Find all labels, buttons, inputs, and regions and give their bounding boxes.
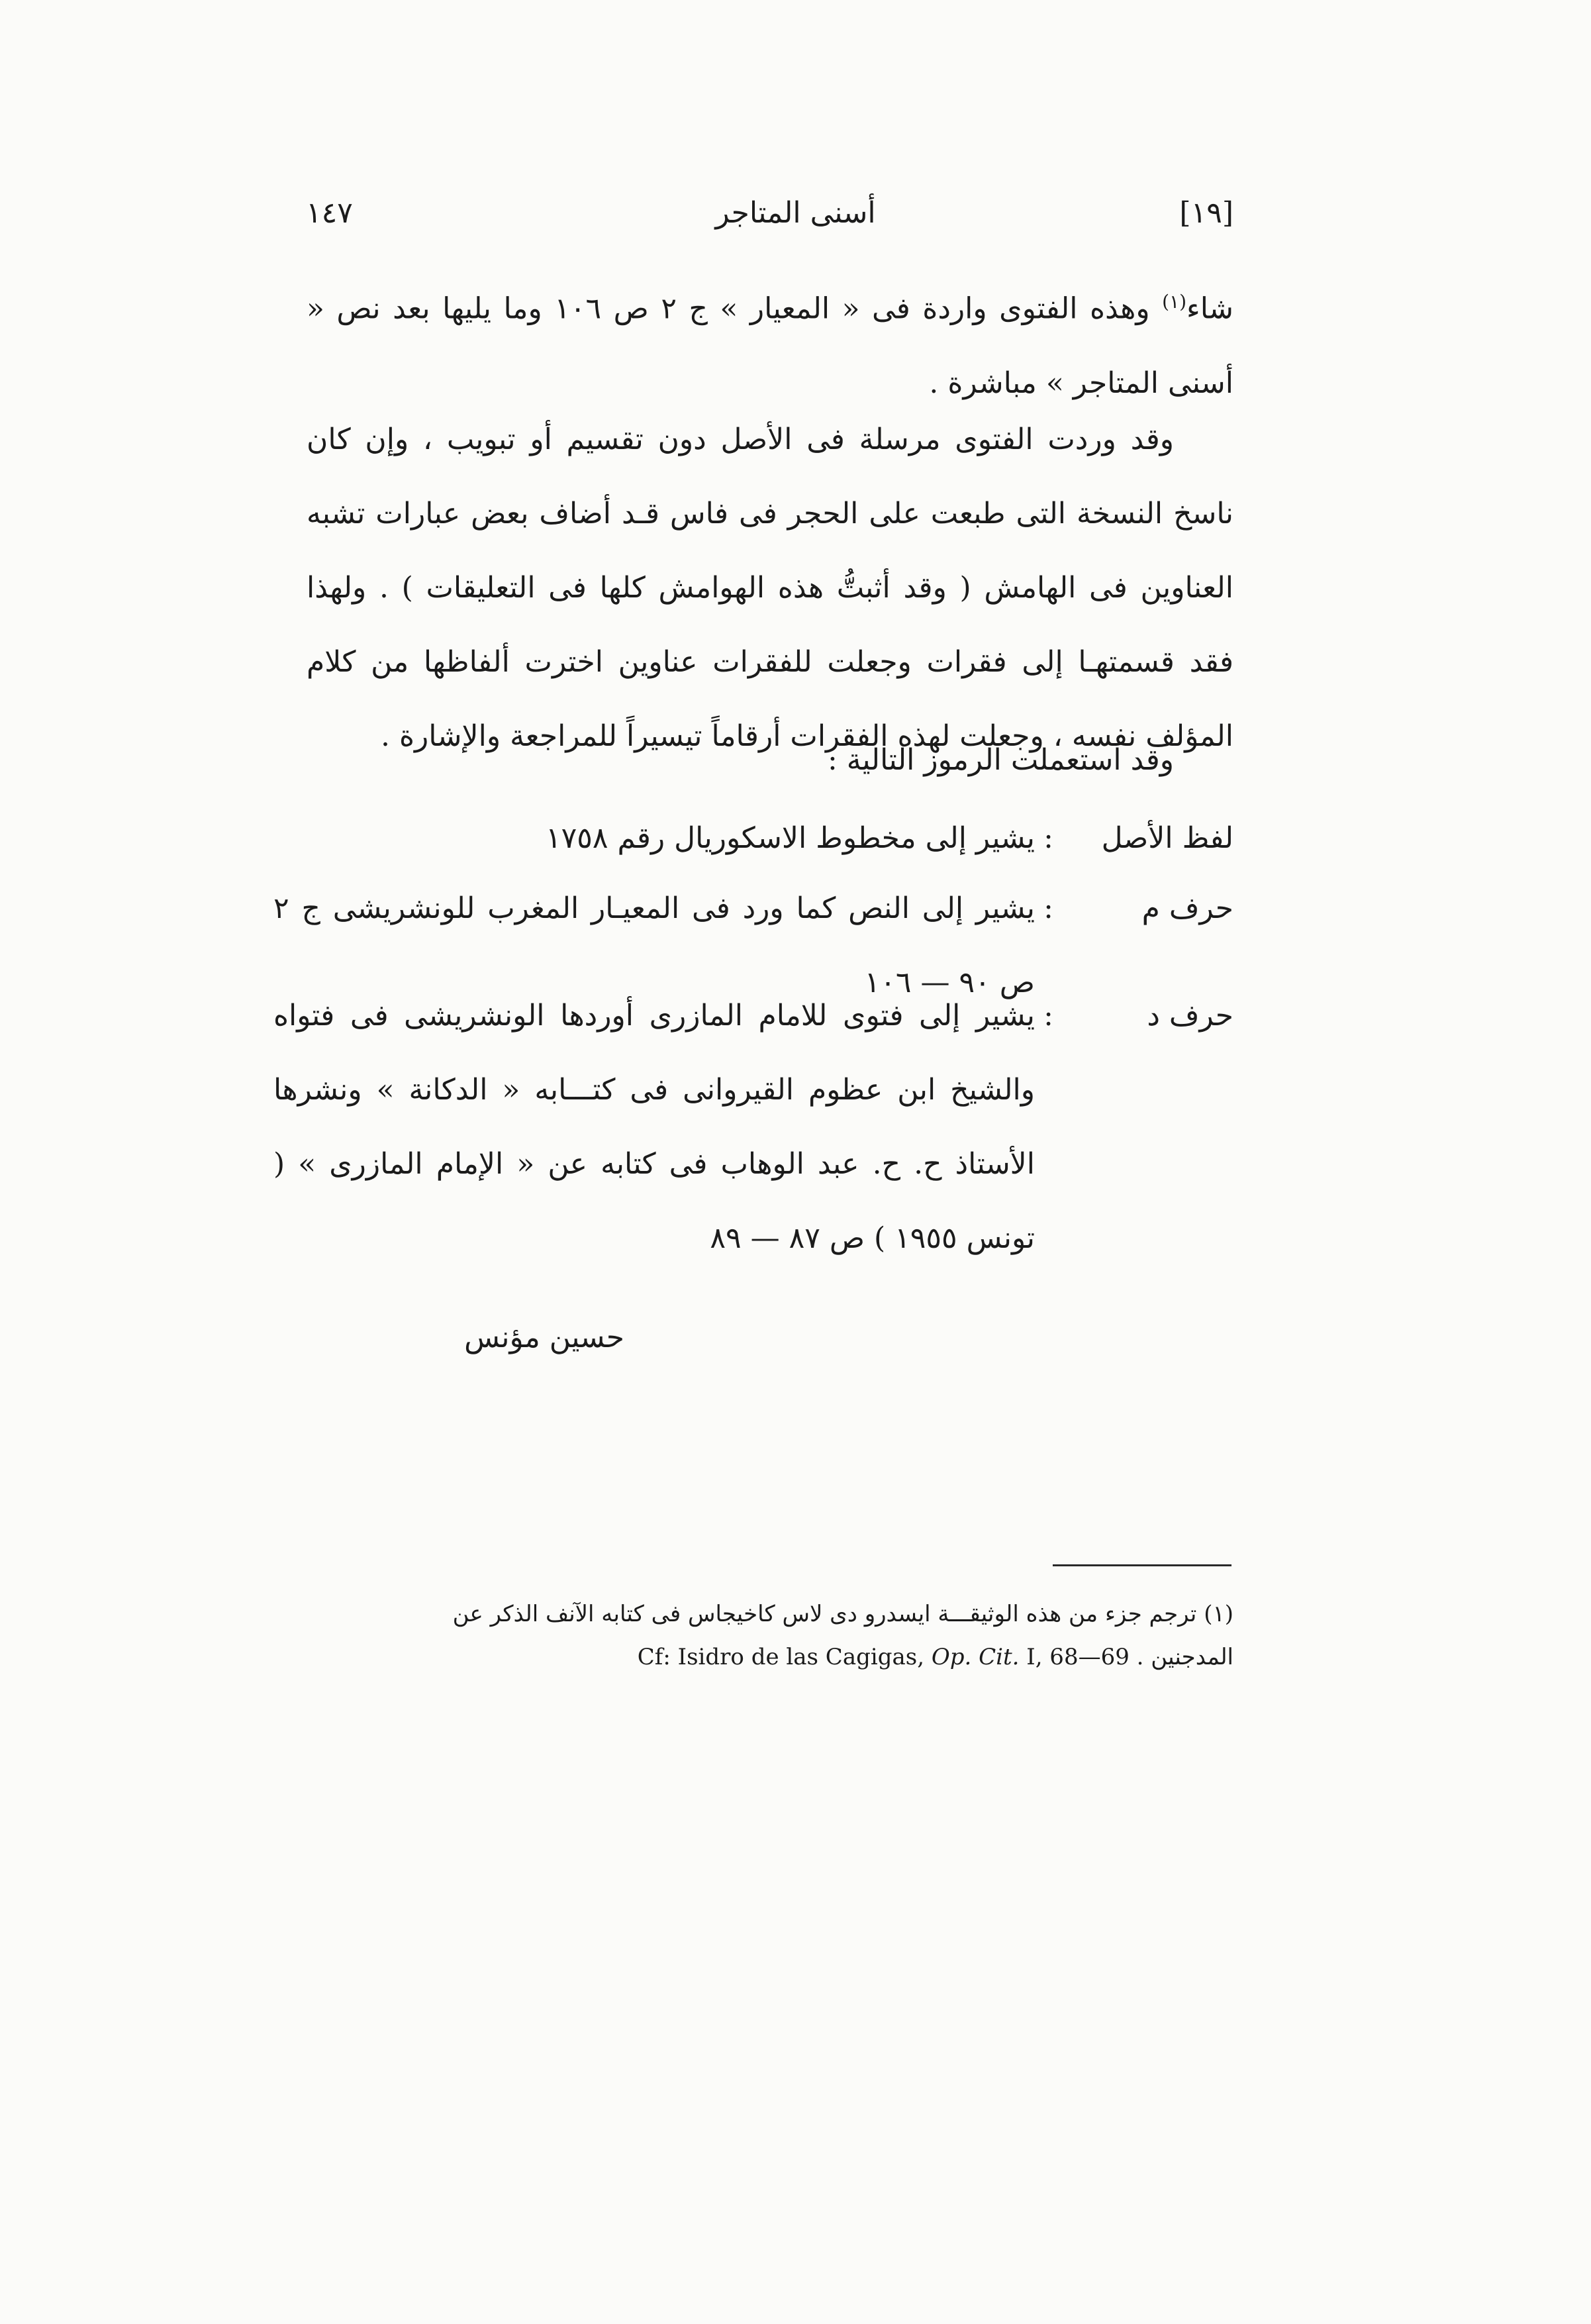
symbol-key: لفظ الأصل [1101, 821, 1233, 855]
footnote-line-1: (١) ترجم جزء من هذه الوثيقـــة ايسدرو دى لاس كاخيجاس فى كتابه الآنف الذكر عن [452, 1601, 1233, 1627]
symbol-description: يشير إلى مخطوط الاسكوريال رقم ١٧٥٨ [546, 821, 1035, 855]
symbol-key: حرف د [1147, 999, 1233, 1033]
footnote-arabic: المدجنين . [1136, 1644, 1233, 1670]
author-signature: حسين مؤنس [464, 1321, 624, 1354]
citation-italic: Op. Cit. [931, 1644, 1020, 1670]
paragraph-2 [307, 403, 1233, 774]
page-number: ١٤٧ [306, 196, 353, 230]
footnote-citation [638, 1644, 1130, 1670]
symbol-colon: : [1043, 821, 1053, 855]
section-number: [١٩] [1179, 196, 1233, 230]
paragraph-3-text: وقد استعملت الرموز التالية : [828, 743, 1174, 777]
symbol-description: يشير إلى النص كما ورد فى المعيـار المغرب للونشريشى ج ٢ ص ٩٠ — ١٠٦ [273, 891, 1035, 999]
symbol-colon: : [1043, 999, 1053, 1033]
symbol-entry [273, 979, 1233, 1276]
footnote-marker: (١) [1162, 291, 1187, 313]
paragraph-1-start: شاء [1186, 291, 1234, 326]
symbol-colon: : [1043, 891, 1053, 925]
paragraph-1-rest: وهذه الفتوى واردة فى « المعيار » ج ٢ ص ١٠٦ وما يليها بعد نص « أسنى المتاجر » مباشرة . [307, 291, 1233, 400]
running-title: أسنى المتاجر [715, 196, 876, 230]
paragraph-3 [386, 723, 1233, 797]
citation-suffix: I, 68—69 [1019, 1644, 1130, 1670]
symbol-key: حرف م [1141, 891, 1233, 925]
symbol-description: يشير إلى فتوى للامام المازرى أوردها الونشريشى فى فتواه والشيخ ابن عظوم القيروانى فى كتـــابه « الدكانة » ونشرها الأستاذ ح. ح. عبد الوهاب فى كتابه عن « الإمام المازرى » ( تونس ١٩٥٥ ) ص ٨٧ — ٨٩ [273, 999, 1035, 1255]
footnote-separator [1053, 1564, 1231, 1566]
citation-prefix: Cf: Isidro de las Cagigas, [637, 1644, 932, 1670]
paragraph-2-text: وقد وردت الفتوى مرسلة فى الأصل دون تقسيم أو تبويب ، وإن كان ناسخ النسخة التى طبعت على الحجر فى فاس قـد أضاف بعض عبارات تشبه العناوين فى الهامش ( وقد أثبتُّ هذه الهوامش كلها فى التعليقات ) . ولهذا فقد قسمتهـا إلى فقرات وجعلت للفقرات عناوين اخترت ألفاظها من كلام المؤلف نفسه ، وجعلت لهذه الفقرات أرقاماً تيسيراً للمراجعة والإشارة . [307, 423, 1233, 753]
symbol-entry [273, 801, 1233, 876]
footnote-line-2 [307, 1636, 1233, 1678]
paragraph-1 [307, 265, 1233, 421]
